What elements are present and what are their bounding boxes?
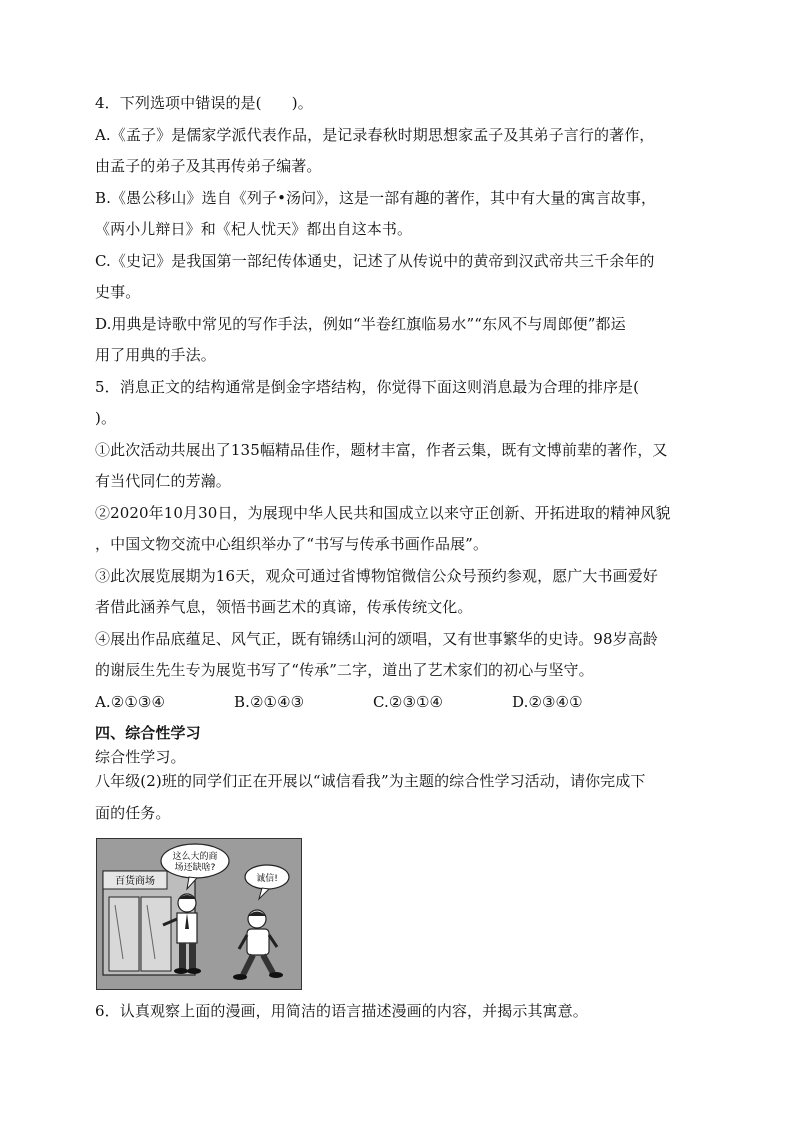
walking-man-figure (233, 910, 283, 980)
q5-sentence-4-line2: 的谢辰生先生专为展览书写了“传承”二字，道出了艺术家们的初心与坚守。 (95, 661, 594, 679)
section-sub: 综合性学习。 (95, 748, 186, 766)
section-intro-line1: 八年级(2)班的同学们正在开展以“诚信看我”为主题的综合性学习活动，请你完成下 (95, 772, 646, 790)
cartoon-drawing (97, 839, 301, 989)
bubble-right-text: 诚信! (256, 874, 278, 884)
q6-block (95, 1001, 710, 1033)
q5-option-c: C.②③①④ (373, 692, 444, 711)
section-intro-line2: 面的任务。 (95, 803, 171, 822)
store-sign-text: 百货商场 (115, 876, 155, 887)
q6-stem: 6．认真观察上面的漫画，用简洁的语言描述漫画的内容，并揭示其寓意。 (95, 1002, 588, 1020)
q5-options (95, 692, 710, 712)
q4-option-d-line1: D.用典是诗歌中常见的写作手法，例如“半卷红旗临易水”“东风不与周郎便”都运 (95, 314, 626, 333)
q4-option-a-line1: A.《孟子》是儒家学派代表作品，是记录春秋时期思想家孟子及其弟子言行的著作， (95, 125, 655, 144)
q5-sentence-1-line1: ①此次活动共展出了135幅精品佳作，题材丰富，作者云集，既有文博前辈的著作，又 (95, 440, 668, 459)
q4-option-c-line2: 史事。 (95, 283, 141, 301)
document-page (95, 93, 710, 834)
q4-stem: 4．下列选项中错误的是( )。 (95, 94, 313, 112)
q5-sentence-3-line2: 者借此涵养气息，领悟书画艺术的真谛，传承传统文化。 (95, 598, 473, 616)
q5-sentence-4-line1: ④展出作品底蕴足、风气正，既有锦绣山河的颂唱，又有世事繁华的史诗。98岁高龄 (95, 629, 658, 648)
q4-option-c-line1: C.《史记》是我国第一部纪传体通史，记述了从传说中的黄帝到汉武帝共三千余年的 (95, 251, 655, 270)
q5-stem-line1: 5．消息正文的结构通常是倒金字塔结构，你觉得下面这则消息最为合理的排序是( (95, 377, 640, 396)
glass-door-left (109, 897, 139, 971)
q4-option-b-line2: 《两小儿辩日》和《杞人忧天》都出自这本书。 (95, 220, 413, 238)
q5-sentence-3-line1: ③此次展览展期为16天，观众可通过省博物馆微信公众号预约参观，愿广大书画爱好 (95, 566, 658, 585)
q5-option-a: A.②①③④ (95, 692, 165, 711)
q5-option-d: D.②③④① (512, 692, 583, 711)
cartoon-image (96, 838, 302, 990)
bubble-left-line2: 场还缺啥? (174, 863, 216, 873)
q5-stem-line2: )。 (95, 409, 117, 427)
q5-sentence-2-line2: ，中国文物交流中心组织举办了“书写与传承书画作品展”。 (95, 535, 489, 553)
q4-option-d-line2: 用了用典的手法。 (95, 346, 216, 364)
q5-sentence-2-line1: ②2020年10月30日，为展现中华人民共和国成立以来守正创新、开拓进取的精神风貌 (95, 503, 671, 522)
glass-door-right (141, 897, 171, 971)
q5-sentence-1-line2: 有当代同仁的芳瀚。 (95, 472, 231, 490)
bubble-left-line1: 这么大的商 (172, 852, 218, 862)
section-heading: 四、综合性学习 (95, 724, 201, 742)
q4-option-a-line2: 由孟子的弟子及其再传弟子编著。 (95, 157, 322, 175)
q5-option-b: B.②①④③ (234, 692, 305, 711)
q4-option-b-line1: B.《愚公移山》选自《列子•汤问》，这是一部有趣的著作，其中有大量的寓言故事， (95, 188, 657, 207)
